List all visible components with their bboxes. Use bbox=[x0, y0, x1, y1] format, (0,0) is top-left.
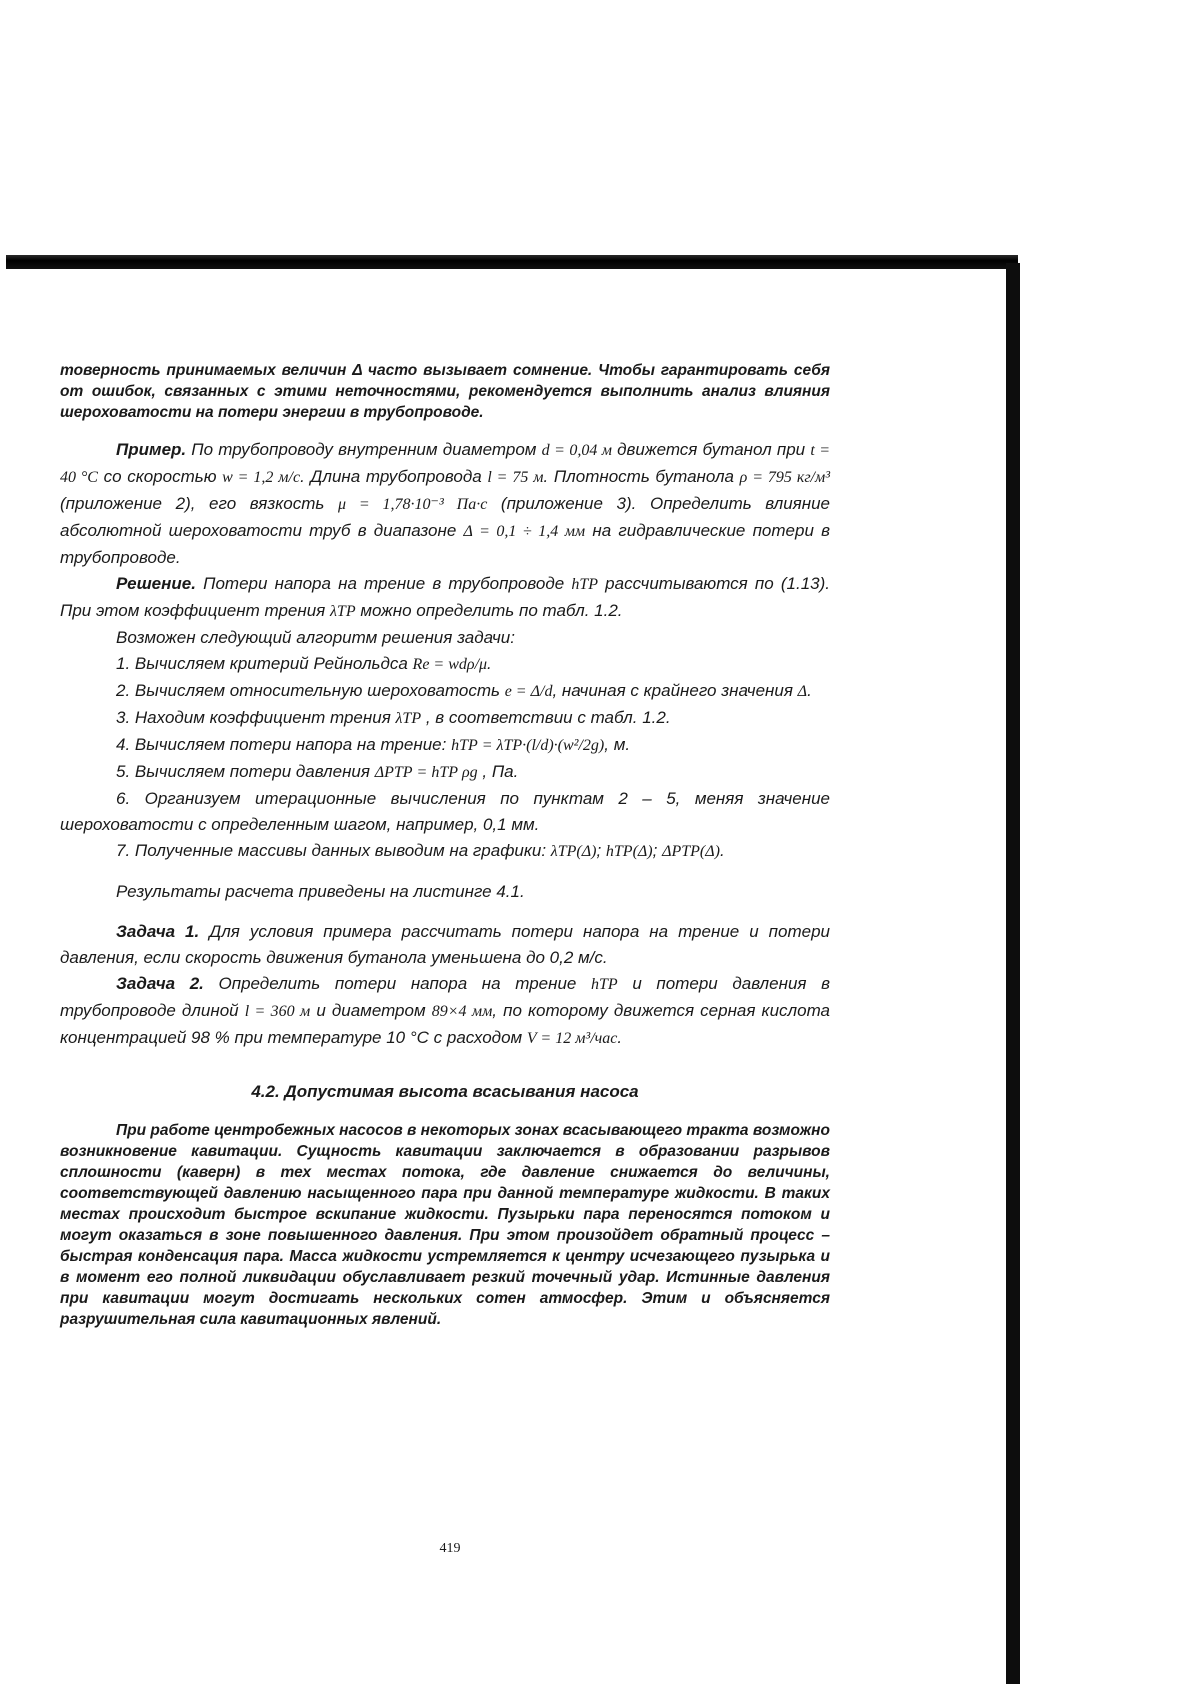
formula-pressure-loss: ΔPТР = hТР ρg bbox=[374, 764, 478, 781]
example-text-5: . Плотность бутанола bbox=[543, 467, 740, 486]
task-2-text-4: , по которому движется серная кислота концентрацией 98 % при температуре 10 °С с расходом bbox=[60, 1001, 830, 1047]
formula-temperature: t = 40 °C bbox=[60, 442, 831, 486]
step-2-end: . bbox=[807, 681, 812, 700]
example-text-6: (приложение 2), его вязкость bbox=[60, 494, 338, 513]
step-1-text: 1. Вычисляем критерий Рейнольдса bbox=[116, 654, 413, 673]
example-text-2: движется бутанол при bbox=[611, 440, 811, 459]
formula-task2-head: hТР bbox=[591, 976, 618, 993]
formula-velocity: w = 1,2 м/с bbox=[222, 469, 301, 486]
formula-h-delta: hТР(Δ) bbox=[605, 843, 653, 860]
example-text-1: По трубопроводу внутренним диаметром bbox=[186, 440, 542, 459]
example-text-7: (приложение 3). Определить влияние абсолютной шероховатости труб в диапазоне bbox=[60, 494, 830, 540]
algorithm-intro: Возможен следующий алгоритм решения задачи: bbox=[116, 628, 515, 647]
results-line: Результаты расчета приведены на листинге 4.1. bbox=[116, 882, 525, 901]
step-5-text: 5. Вычисляем потери давления bbox=[116, 762, 375, 781]
formula-head-loss: hТР bbox=[571, 576, 599, 593]
step-4 bbox=[60, 732, 830, 759]
formula-darcy: hТР = λТР·(l/d)·(w²/2g) bbox=[451, 737, 605, 754]
task-2-text-3: и диаметром bbox=[310, 1001, 432, 1020]
formula-lambda: λТР bbox=[395, 710, 422, 727]
solution-text-2: рассчитываются по (1.13). При этом коэффициент трения bbox=[60, 574, 830, 620]
formula-density: ρ = 795 кг/м³ bbox=[739, 469, 831, 486]
formula-length: l = 75 м bbox=[487, 469, 544, 486]
step-4-end: , м. bbox=[604, 735, 631, 754]
solution-text-3: можно определить по табл. 1.2. bbox=[355, 601, 623, 620]
formula-roughness-range: Δ = 0,1 ÷ 1,4 мм bbox=[463, 523, 586, 540]
task-2-text-2: и потери давления в трубопроводе длиной bbox=[60, 974, 830, 1020]
page-body bbox=[60, 360, 830, 1330]
step-1 bbox=[60, 651, 830, 678]
solution-paragraph bbox=[60, 571, 830, 625]
task-1-label: Задача 1. bbox=[116, 922, 200, 941]
step-5-end: , Па. bbox=[477, 762, 519, 781]
formula-reynolds: Re = wdρ/μ bbox=[412, 656, 488, 673]
formula-friction-coef: λТР bbox=[329, 603, 356, 620]
formula-task2-length: l = 360 м bbox=[244, 1003, 311, 1020]
section-heading: 4.2. Допустимая высота всасывания насоса bbox=[251, 1082, 639, 1101]
step-4-text: 4. Вычисляем потери напора на трение: bbox=[116, 735, 452, 754]
step-2 bbox=[60, 678, 830, 705]
task-1-text: Для условия примера рассчитать потери напора на трение и потери давления, если скорость движения бутанола уменьшена до 0,2 м/с. bbox=[60, 922, 830, 967]
scan-right-border bbox=[1006, 263, 1020, 1684]
solution-label: Решение. bbox=[116, 574, 196, 593]
step-5 bbox=[60, 759, 830, 786]
step-2-text: 2. Вычисляем относительную шероховатость bbox=[116, 681, 505, 700]
intro-paragraph: товерность принимаемых величин Δ часто вызывает сомнение. Чтобы гарантировать себя от ошибок, связанных с этими неточностями, рекомендуется выполнить анализ влияния шероховатости на потери энергии в трубопроводе. bbox=[60, 362, 830, 421]
task-1-paragraph bbox=[60, 919, 830, 971]
formula-task2-pipe: 89×4 мм bbox=[431, 1003, 493, 1020]
formula-p-delta: ΔPТР(Δ) bbox=[662, 843, 720, 860]
step-3-text: 3. Находим коэффициент трения bbox=[116, 708, 396, 727]
step-7-sep-1: ; bbox=[596, 841, 606, 860]
step-3-end: , в соответствии с табл. 1.2. bbox=[421, 708, 671, 727]
step-7 bbox=[60, 838, 830, 865]
task-2-paragraph bbox=[60, 971, 830, 1052]
step-2-text-2: , начиная с крайнего значения bbox=[552, 681, 798, 700]
example-paragraph bbox=[60, 437, 830, 571]
page-number: 419 bbox=[439, 1541, 461, 1556]
formula-viscosity: μ = 1,78·10⁻³ Па·с bbox=[337, 496, 488, 513]
formula-delta: Δ bbox=[797, 683, 808, 700]
cavitation-paragraph: При работе центробежных насосов в некоторых зонах всасывающего тракта возможно возникновение кавитации. Сущность кавитации заключается в образовании разрывов сплошности (каверн) в тех местах потока, где давление снижается до величины, соответствующей давлению насыщенного пара при данной температуре жидкости. В таких местах происходит быстрое вскипание жидкости. Пузырьки пара переносятся потоком и могут оказаться в зоне повышенного давления. При этом произойдет обратный процесс – быстрая конденсация пара. Масса жидкости устремляется к центру исчезающего пузырька и в момент его полной ликвидации обуславливает резкий точечный удар. Истинные давления при кавитации могут достигать нескольких сотен атмосфер. Этим и объясняется разрушительная сила кавитационных явлений. bbox=[60, 1122, 830, 1328]
task-2-text-1: Определить потери напора на трение bbox=[203, 974, 592, 993]
step-7-sep-2: ; bbox=[652, 841, 663, 860]
step-1-end: . bbox=[487, 654, 492, 673]
task-2-end: . bbox=[617, 1028, 623, 1047]
step-6: 6. Организуем итерационные вычисления по пунктам 2 – 5, меняя значение шероховатости с определенным шагом, например, 0,1 мм. bbox=[60, 789, 830, 834]
scan-top-border bbox=[6, 255, 1018, 269]
example-text-8: на гидравлические потери в трубопроводе. bbox=[60, 521, 831, 567]
task-2-label: Задача 2. bbox=[116, 974, 204, 993]
step-7-text: 7. Полученные массивы данных выводим на графики: bbox=[116, 841, 551, 860]
formula-diameter: d = 0,04 м bbox=[541, 442, 612, 459]
example-label: Пример. bbox=[116, 440, 187, 459]
example-text-4: . Длина трубопровода bbox=[300, 467, 488, 486]
formula-task2-flow: V = 12 м³/час bbox=[526, 1030, 618, 1047]
formula-lambda-delta: λТР(Δ) bbox=[550, 843, 597, 860]
step-7-end: . bbox=[719, 841, 725, 860]
step-3 bbox=[60, 705, 830, 732]
formula-relative-roughness: e = Δ/d bbox=[504, 683, 553, 700]
example-text-3: со скоростью bbox=[97, 467, 223, 486]
solution-text-1: Потери напора на трение в трубопроводе bbox=[195, 574, 572, 593]
